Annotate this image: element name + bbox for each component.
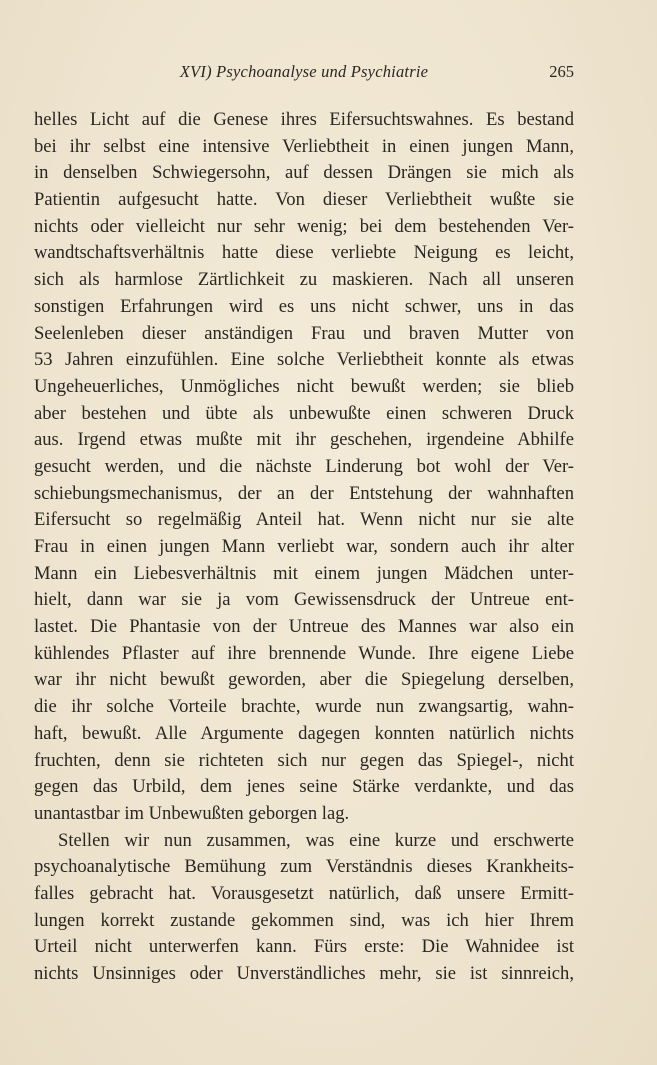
text-line: wandtschaftsverhältnis hatte diese verliebte Neigung es leicht, (34, 242, 574, 264)
text-line: war ihr nicht bewußt geworden, aber die Spiegelung derselben, (34, 669, 574, 691)
text-line: hielt, dann war sie ja vom Gewissensdruck der Untreue ent- (34, 589, 574, 611)
text-line: Frau in einen jungen Mann verliebt war, sondern auch ihr alter (34, 536, 574, 557)
text-line: Ungeheuerliches, Unmögliches nicht bewußt werden; sie blieb (34, 375, 574, 397)
text-line: nichts Unsinniges oder Unverständliches mehr, sie ist sinnreich, (34, 963, 574, 984)
text-line: Stellen wir nun zusammen, was eine kurze und erschwerte (58, 829, 574, 851)
text-line: gesucht werden, und die nächste Linderung bot wohl der Ver- (34, 455, 574, 477)
text-line: haft, bewußt. Alle Argumente dagegen konnten natürlich nichts (34, 722, 574, 744)
text-line: kühlendes Pflaster auf ihre brennende Wunde. Ihre eigene Liebe (34, 642, 574, 664)
text-line: nichts oder vielleicht nur sehr wenig; bei dem bestehenden Ver- (34, 215, 574, 237)
text-line: 53 Jahren einzufühlen. Eine solche Verliebtheit konnte als etwas (34, 349, 574, 371)
text-line: falles gebracht hat. Vorausgesetzt natürlich, daß unsere Ermitt- (34, 882, 574, 904)
text-line: aber bestehen und übte als unbewußte einen schweren Druck (34, 402, 574, 424)
running-head (34, 62, 574, 88)
text-line: Seelenleben dieser anständigen Frau und braven Mutter von (34, 322, 574, 344)
text-line: Patientin aufgesucht hatte. Von dieser Verliebtheit wußte sie (34, 189, 574, 211)
running-title: XVI) Psychoanalyse und Psychiatrie (179, 62, 429, 81)
text-line: helles Licht auf die Genese ihres Eifersuchtswahnes. Es bestand (34, 109, 574, 130)
text-line: lungen korrekt zustande gekommen sind, was ich hier Ihrem (34, 909, 574, 931)
text-line: die ihr solche Vorteile brachte, wurde nun zwangsartig, wahn- (34, 696, 574, 718)
text-line: gegen das Urbild, dem jenes seine Stärke verdankte, und das (34, 776, 574, 798)
text-line: unantastbar im Unbewußten geborgen lag. (34, 802, 350, 824)
text-line: in denselben Schwiegersohn, auf dessen Drängen sie mich als (34, 162, 574, 184)
text-line: Urteil nicht unterwerfen kann. Fürs erste: Die Wahnidee ist (34, 936, 574, 958)
text-line: Eifersucht so regelmäßig Anteil hat. Wenn nicht nur sie alte (34, 509, 574, 531)
page-number: 265 (549, 62, 574, 81)
paragraph (34, 107, 574, 828)
text-line: sonstigen Erfahrungen wird es uns nicht schwer, uns in das (34, 295, 574, 317)
text-line: Mann ein Liebesverhältnis mit einem jungen Mädchen unter- (34, 562, 574, 584)
paragraph (34, 828, 574, 988)
text-line: sich als harmlose Zärtlichkeit zu maskieren. Nach all unseren (34, 269, 574, 291)
body-text (34, 107, 574, 988)
text-line: aus. Irgend etwas mußte mit ihr geschehen, irgendeine Abhilfe (34, 429, 574, 451)
text-line: schiebungsmechanismus, der an der Entstehung der wahnhaften (34, 482, 574, 504)
text-line: psychoanalytische Bemühung zum Verständnis dieses Krankheits- (34, 856, 574, 878)
text-line: fruchten, denn sie richteten sich nur gegen das Spiegel-, nicht (34, 749, 574, 771)
text-line: bei ihr selbst eine intensive Verliebtheit in einen jungen Mann, (34, 135, 574, 157)
text-line: lastet. Die Phantasie von der Untreue des Mannes war also ein (34, 616, 574, 638)
